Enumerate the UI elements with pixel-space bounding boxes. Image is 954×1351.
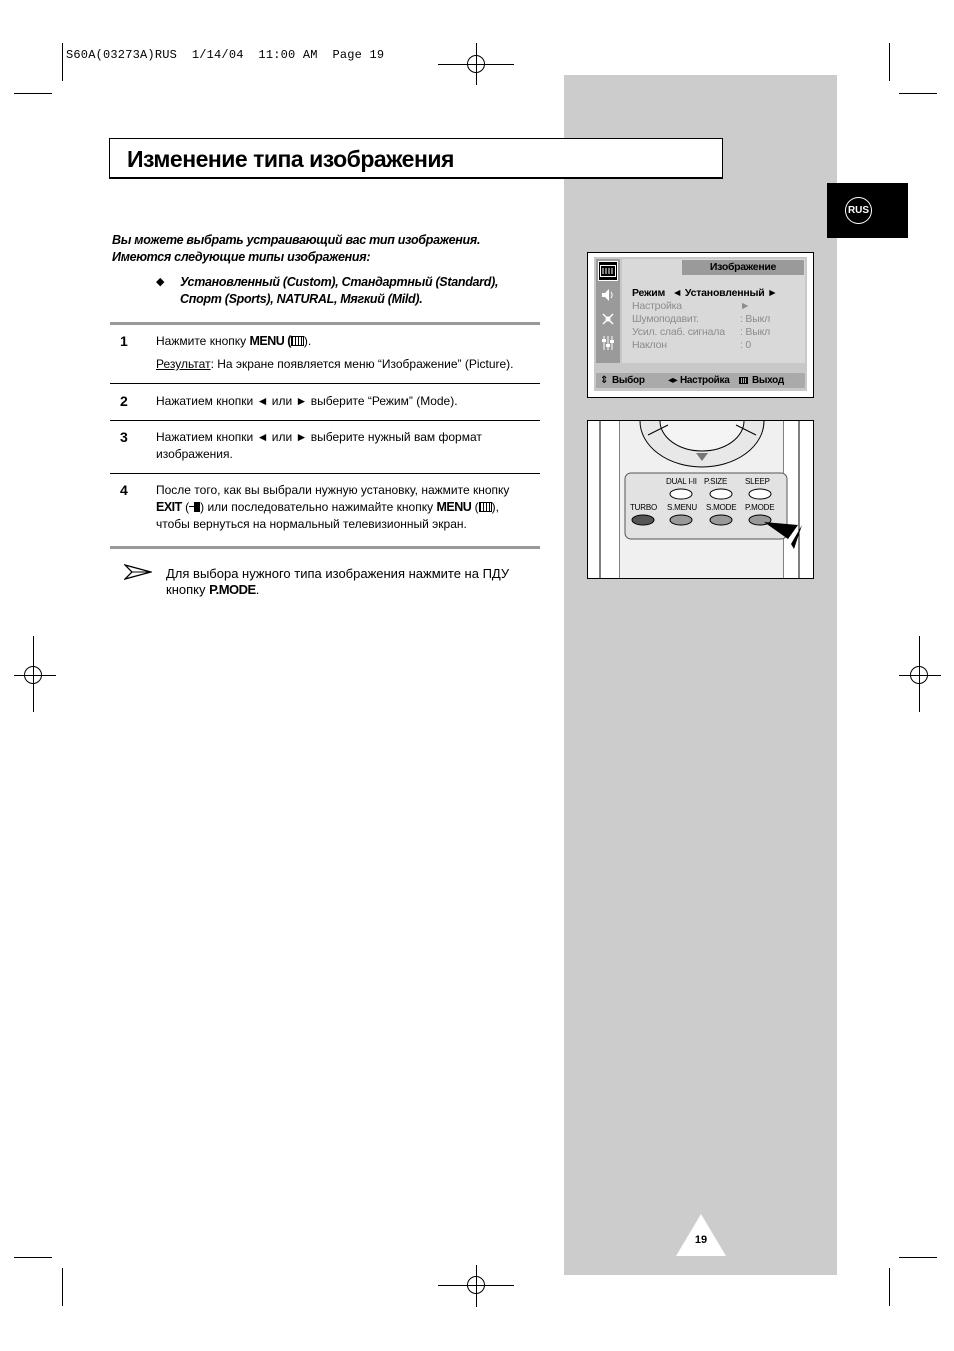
menu-key: MENU bbox=[436, 500, 472, 514]
mode-list-text: Установленный (Custom), Стандартный (Standard), Спорт (Sports), NATURAL, Мягкий (Mild). bbox=[180, 275, 499, 306]
step-result: Результат: На экране появляется меню “Изображение” (Picture). bbox=[156, 357, 514, 371]
step-number: 3 bbox=[120, 429, 128, 445]
sound-icon bbox=[598, 285, 618, 305]
step-number: 4 bbox=[120, 482, 128, 498]
remote-body bbox=[588, 421, 814, 579]
osd-row-tilt-value: : 0 bbox=[740, 339, 752, 351]
channel-icon bbox=[598, 309, 618, 329]
step-instruction: Нажмите кнопку MENU ( ). bbox=[156, 334, 312, 348]
osd-row-tilt: Наклон bbox=[632, 339, 667, 351]
step-instruction: Нажатием кнопки ◄ или ► выберите “Режим” (Mode). bbox=[156, 394, 458, 408]
remote-label-pmode: P.MODE bbox=[745, 503, 775, 512]
step-divider bbox=[110, 420, 540, 421]
exit-icon bbox=[189, 502, 200, 512]
exit-key: EXIT bbox=[156, 500, 182, 514]
osd-header: Изображение bbox=[682, 260, 804, 275]
osd-menu-illustration bbox=[587, 252, 814, 398]
osd-row-noise-value: : Выкл bbox=[740, 313, 771, 325]
note-text: Для выбора нужного типа изображения нажмите на ПДУ кнопку P.MODE. bbox=[166, 566, 510, 597]
title-box bbox=[109, 138, 723, 179]
remote-label-dual: DUAL I-II bbox=[666, 477, 697, 486]
language-tab-label: RUS bbox=[845, 197, 872, 224]
step-instruction: Нажатием кнопки ◄ или ► выберите нужный вам формат изображения. bbox=[156, 430, 482, 461]
leftright-icon: ◂▸ bbox=[668, 375, 678, 386]
osd-row-signal: Усил. слаб. сигнала bbox=[632, 326, 725, 338]
remote-label-psize: P.SIZE bbox=[704, 477, 728, 486]
remote-label-smode: S.MODE bbox=[706, 503, 737, 512]
pmode-key: P.MODE bbox=[209, 582, 256, 597]
page-number: 19 bbox=[694, 1234, 708, 1246]
intro-text: Вы можете выбрать устраивающий вас тип изображения. Имеются следующие типы изображения: bbox=[112, 233, 481, 264]
osd-screen bbox=[594, 257, 807, 391]
steps-bottom-rule bbox=[110, 546, 540, 549]
menu-icon bbox=[739, 377, 748, 384]
osd-footer-adjust: Настройка bbox=[680, 375, 730, 386]
step-divider bbox=[110, 383, 540, 384]
remote-label-sleep: SLEEP bbox=[745, 477, 770, 486]
menu-key: MENU ( bbox=[249, 334, 291, 348]
step-number: 2 bbox=[120, 393, 128, 409]
osd-row-mode-value: ◄ Установленный ► bbox=[672, 287, 778, 299]
step-number: 1 bbox=[120, 333, 128, 349]
step-instruction-line2: EXIT ( ) или последовательно нажимайте кнопку MENU ( ), bbox=[156, 500, 499, 514]
remote-label-smenu: S.MENU bbox=[667, 503, 697, 512]
osd-footer-exit: Выход bbox=[752, 375, 784, 386]
osd-icon-column bbox=[596, 259, 620, 363]
picture-icon bbox=[598, 261, 618, 281]
updown-icon: ⇕ bbox=[600, 375, 609, 386]
menu-icon bbox=[291, 336, 304, 346]
osd-footer-select: Выбор bbox=[612, 375, 645, 386]
step-instruction-line1: После того, как вы выбрали нужную установку, нажмите кнопку bbox=[156, 483, 510, 497]
bullet-icon: ◆ bbox=[156, 276, 165, 288]
language-tab bbox=[827, 183, 908, 238]
step-divider bbox=[110, 473, 540, 474]
setup-icon bbox=[598, 333, 618, 353]
remote-illustration bbox=[587, 420, 814, 579]
step-instruction-line3: чтобы вернуться на нормальный телевизионный экран. bbox=[156, 517, 467, 531]
printer-header: S60A(03273A)RUS 1/14/04 11:00 AM Page 19 bbox=[66, 48, 385, 62]
osd-row-signal-value: : Выкл bbox=[740, 326, 771, 338]
remote-label-turbo: TURBO bbox=[630, 503, 658, 512]
menu-icon bbox=[479, 502, 492, 512]
osd-row-adjust: Настройка bbox=[632, 300, 682, 312]
osd-panel bbox=[622, 259, 805, 363]
steps-top-rule bbox=[110, 322, 540, 325]
note-arrow-icon bbox=[124, 563, 152, 581]
osd-footer bbox=[596, 373, 805, 388]
osd-row-mode: Режим bbox=[632, 287, 666, 299]
osd-row-noise: Шумоподавит. bbox=[632, 313, 699, 325]
osd-row-adjust-value: ► bbox=[740, 300, 751, 312]
result-label: Результат bbox=[156, 357, 211, 371]
page-title: Изменение типа изображения bbox=[127, 146, 454, 172]
